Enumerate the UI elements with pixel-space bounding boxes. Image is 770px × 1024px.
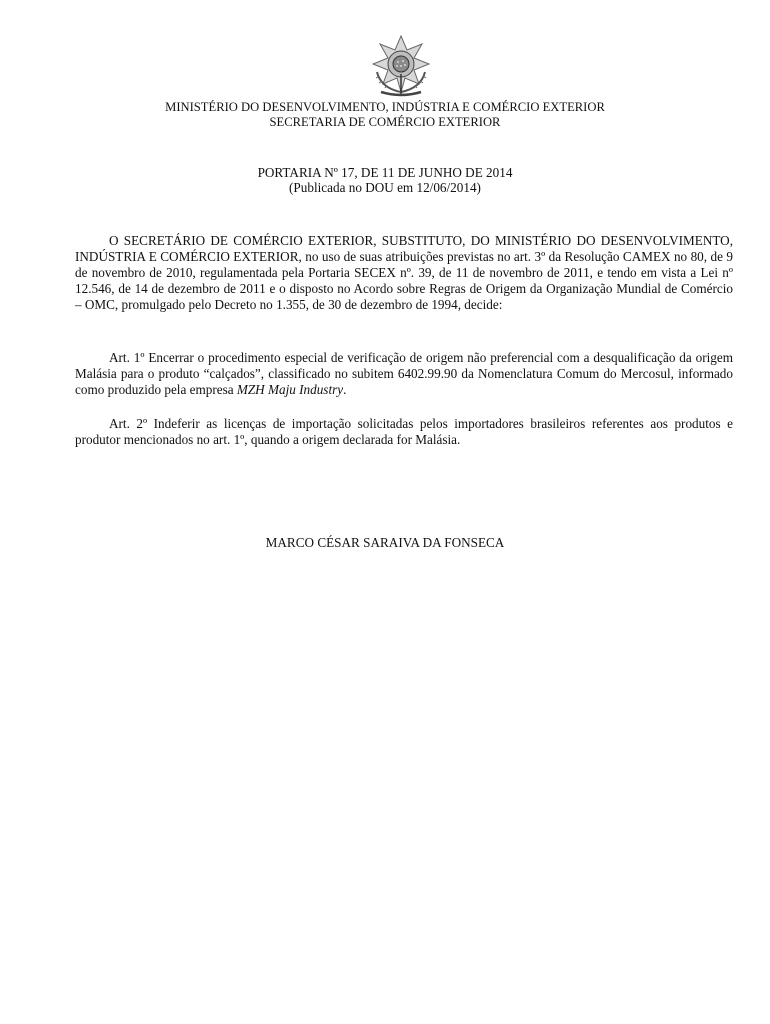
article-1-text: Art. 1º Encerrar o procedimento especial de verificação de origem não preferencial com a desqualificação da origem Malásia para o produto “calçados”, classificado no subitem 6402.99.90 da Nomenclatura Comum do Mercosul, informado como produzido pela empresa bbox=[75, 350, 733, 397]
ministry-name: MINISTÉRIO DO DESENVOLVIMENTO, INDÚSTRIA E COMÉRCIO EXTERIOR bbox=[165, 100, 605, 114]
signatory-name: MARCO CÉSAR SARAIVA DA FONSECA bbox=[265, 535, 505, 550]
brazil-coat-of-arms-icon bbox=[367, 34, 435, 98]
document-title bbox=[60, 165, 710, 195]
secretariat-name: SECRETARIA DE COMÉRCIO EXTERIOR bbox=[269, 115, 501, 129]
intro-rest: , no uso de suas atribuições previstas no art. 3º da Resolução CAMEX no 80, de 9 de novembro de 2010, regulamentada pela Portaria SECEX nº. 39, de 11 de novembro de 2011, e tendo em vista a Lei nº 12.546, de 14 de dezembro de 2011 e o disposto no Acordo sobre Regras de Origem da Organização Mundial de Comércio – OMC, promulgado pelo Decreto no 1.355, de 30 de dezembro de 1994, decide: bbox=[75, 249, 733, 312]
publication-note: (Publicada no DOU em 12/06/2014) bbox=[289, 180, 481, 195]
article-2-paragraph: Art. 2º Indeferir as licenças de importação solicitadas pelos importadores brasileiros referentes aos produtos e produtor mencionados no art. 1º, quando a origem declarada for Malásia. bbox=[75, 416, 733, 447]
article-1-paragraph bbox=[75, 350, 733, 398]
company-name: MZH Maju Industry bbox=[236, 382, 344, 397]
document-header bbox=[60, 100, 710, 130]
article-1-end: . bbox=[343, 382, 347, 397]
portaria-title: PORTARIA Nº 17, DE 11 DE JUNHO DE 2014 bbox=[257, 165, 513, 180]
intro-paragraph bbox=[75, 233, 733, 313]
intro-lead: O SECRETÁRIO DE COMÉRCIO EXTERIOR, SUBSTITUTO, DO MINISTÉRIO DO DESENVOLVIMENTO, INDÚSTRIA E COMÉRCIO EXTERIOR bbox=[75, 233, 733, 264]
